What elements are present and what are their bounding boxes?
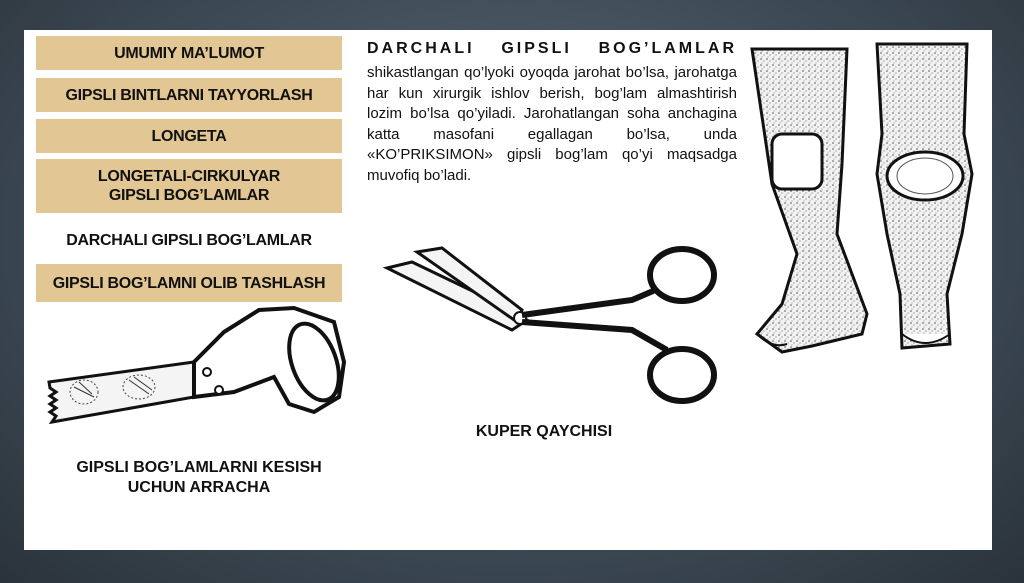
menu-item-label: LONGETALI-CIRKULYAR GIPSLI BOG’LAMLAR — [97, 168, 281, 204]
window-cast-illustration — [742, 34, 988, 364]
menu-item-label: GIPSLI BOG’LAMNI OLIB TASHLASH — [52, 274, 326, 292]
content-paragraph: shikastlangan qo’lyoki oyoqda jarohat bo’lsa, jarohatga har kun xirurgik ishlov berish, bog’lam almashtirish lozim bo’lsa qo’yiladi. Jarohatlangan soha anchagina katta masofani egallagan bo’lsa, unda «KO’PRIKSIMON» gipsli bog’lam qo’yi maqsadga muvofiq bo’ladi. — [367, 64, 737, 184]
scissors-caption: KUPER QAYCHISI — [475, 423, 613, 440]
menu-item-gipsli-bintlarni-tayyorlash[interactable] — [36, 78, 342, 112]
cooper-scissors-illustration — [382, 240, 732, 410]
menu-item-longetali-cirkulyar[interactable] — [36, 159, 342, 213]
slide — [24, 30, 992, 550]
content-title: DARCHALI GIPSLI BOG’LAMLAR — [367, 40, 737, 57]
menu-item-label: UMUMIY MA’LUMOT — [114, 44, 264, 62]
menu-item-gipsli-boglamni-olib-tashlash[interactable] — [36, 264, 342, 302]
menu-item-umumiy-malumot[interactable] — [36, 36, 342, 70]
menu-item-label: GIPSLI BINTLARNI TAYYORLASH — [65, 86, 313, 104]
saw-caption: GIPSLI BOG’LAMLARNI KESISH UCHUN ARRACHA — [76, 459, 322, 496]
menu-item-label: DARCHALI GIPSLI BOG’LAMLAR — [66, 231, 312, 249]
menu-item-darchali-gipsli[interactable] — [36, 224, 342, 256]
menu-item-label: LONGETA — [151, 127, 227, 145]
menu-item-longeta[interactable] — [36, 119, 342, 153]
plaster-saw-illustration — [44, 302, 354, 432]
